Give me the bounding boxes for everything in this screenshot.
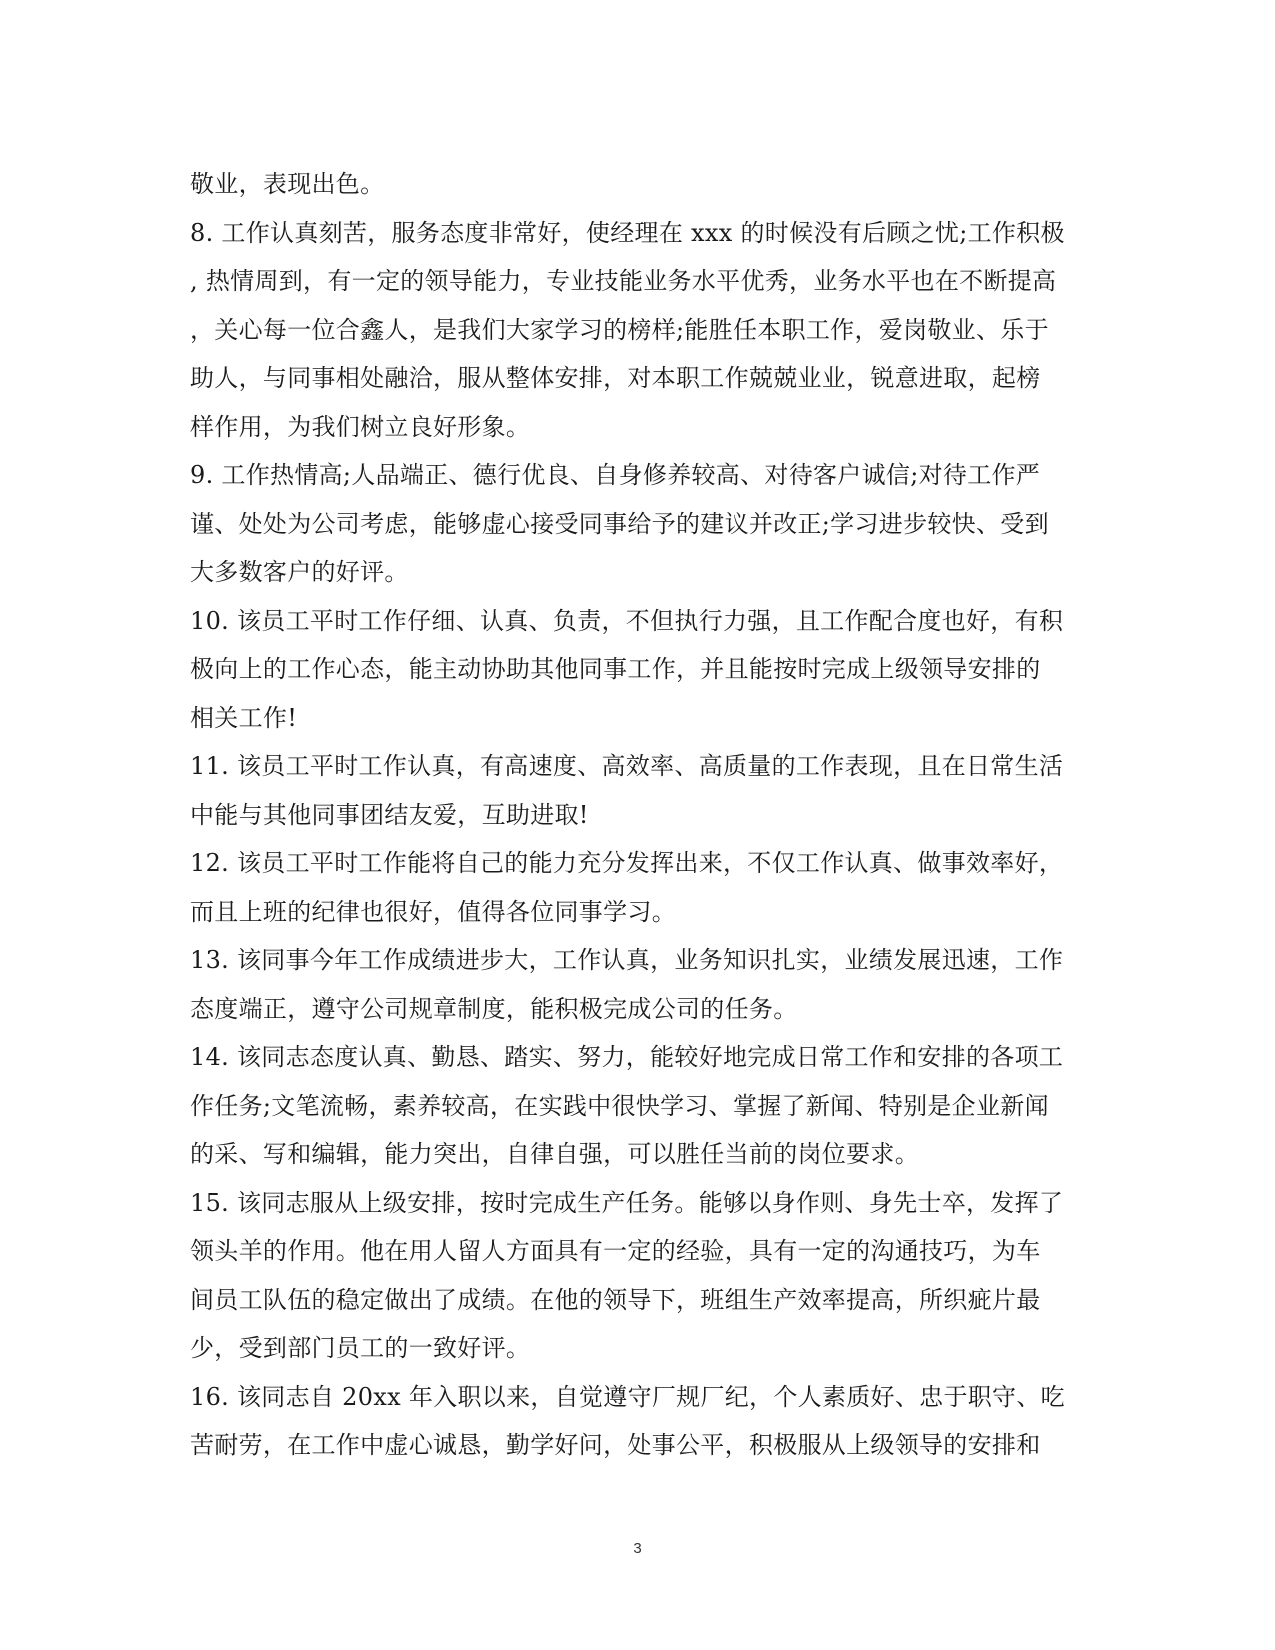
text-line: 态度端正，遵守公司规章制度，能积极完成公司的任务。 bbox=[190, 994, 798, 1023]
text-line: 中能与其他同事团结友爱，互助进取! bbox=[190, 800, 589, 829]
text-line: 少，受到部门员工的一致好评。 bbox=[190, 1334, 531, 1362]
text-line: 14. 该同志态度认真、勤恳、踏实、努力，能较好地完成日常工作和安排的各项工 bbox=[190, 1043, 1064, 1071]
text-line: 敬业，表现出色。 bbox=[190, 170, 385, 198]
text-line: 谨、处处为公司考虑，能够虚心接受同事给予的建议并改正;学习进步较快、受到 bbox=[190, 509, 1049, 538]
text-line: 15. 该同志服从上级安排，按时完成生产任务。能够以身作则、身先士卒，发挥了 bbox=[190, 1188, 1064, 1217]
text-line: 而且上班的纪律也很好，值得各位同事学习。 bbox=[190, 897, 676, 926]
text-line: 间员工队伍的稳定做出了成绩。在他的领导下，班组生产效率提高，所织疵片最 bbox=[190, 1285, 1041, 1314]
text-line: 作任务;文笔流畅，素养较高，在实践中很快学习、掌握了新闻、特别是企业新闻 bbox=[190, 1091, 1049, 1120]
text-line: 苦耐劳，在工作中虚心诚恳，勤学好问，处事公平，积极服从上级领导的安排和 bbox=[190, 1431, 1041, 1459]
text-line: 16. 该同志自 20xx 年入职以来，自觉遵守厂规厂纪，个人素质好、忠于职守、吃 bbox=[190, 1382, 1065, 1411]
text-line: ，关心每一位合鑫人，是我们大家学习的榜样;能胜任本职工作，爱岗敬业、乐于 bbox=[190, 315, 1049, 344]
text-line: 的采、写和编辑，能力突出，自律自强，可以胜任当前的岗位要求。 bbox=[190, 1140, 919, 1168]
text-line: 9. 工作热情高;人品端正、德行优良、自身修养较高、对待客户诚信;对待工作严 bbox=[190, 461, 1041, 489]
text-line: 12. 该员工平时工作能将自己的能力充分发挥出来，不仅工作认真、做事效率好， bbox=[190, 849, 1064, 877]
text-line: 8. 工作认真刻苦，服务态度非常好，使经理在 xxx 的时候没有后顾之忧;工作积极 bbox=[190, 218, 1065, 247]
text-line: , 热情周到，有一定的领导能力，专业技能业务水平优秀，业务水平也在不断提高 bbox=[190, 267, 1057, 295]
document-body bbox=[190, 160, 1080, 1470]
text-line: 10. 该员工平时工作仔细、认真、负责，不但执行力强，且工作配合度也好，有积 bbox=[190, 606, 1064, 635]
text-line: 极向上的工作心态，能主动协助其他同事工作，并且能按时完成上级领导安排的 bbox=[190, 655, 1041, 683]
page-number: 3 bbox=[633, 1540, 642, 1557]
text-line: 领头羊的作用。他在用人留人方面具有一定的经验，具有一定的沟通技巧，为车 bbox=[190, 1237, 1041, 1265]
text-line: 11. 该员工平时工作认真，有高速度、高效率、高质量的工作表现，且在日常生活 bbox=[190, 752, 1064, 780]
text-line: 大多数客户的好评。 bbox=[190, 558, 409, 586]
text-line: 助人，与同事相处融洽，服从整体安排，对本职工作兢兢业业，锐意进取，起榜 bbox=[190, 364, 1041, 392]
text-line: 相关工作! bbox=[190, 703, 298, 732]
text-line: 13. 该同事今年工作成绩进步大，工作认真，业务知识扎实，业绩发展迅速，工作 bbox=[190, 946, 1064, 974]
text-line: 样作用，为我们树立良好形象。 bbox=[190, 412, 531, 441]
